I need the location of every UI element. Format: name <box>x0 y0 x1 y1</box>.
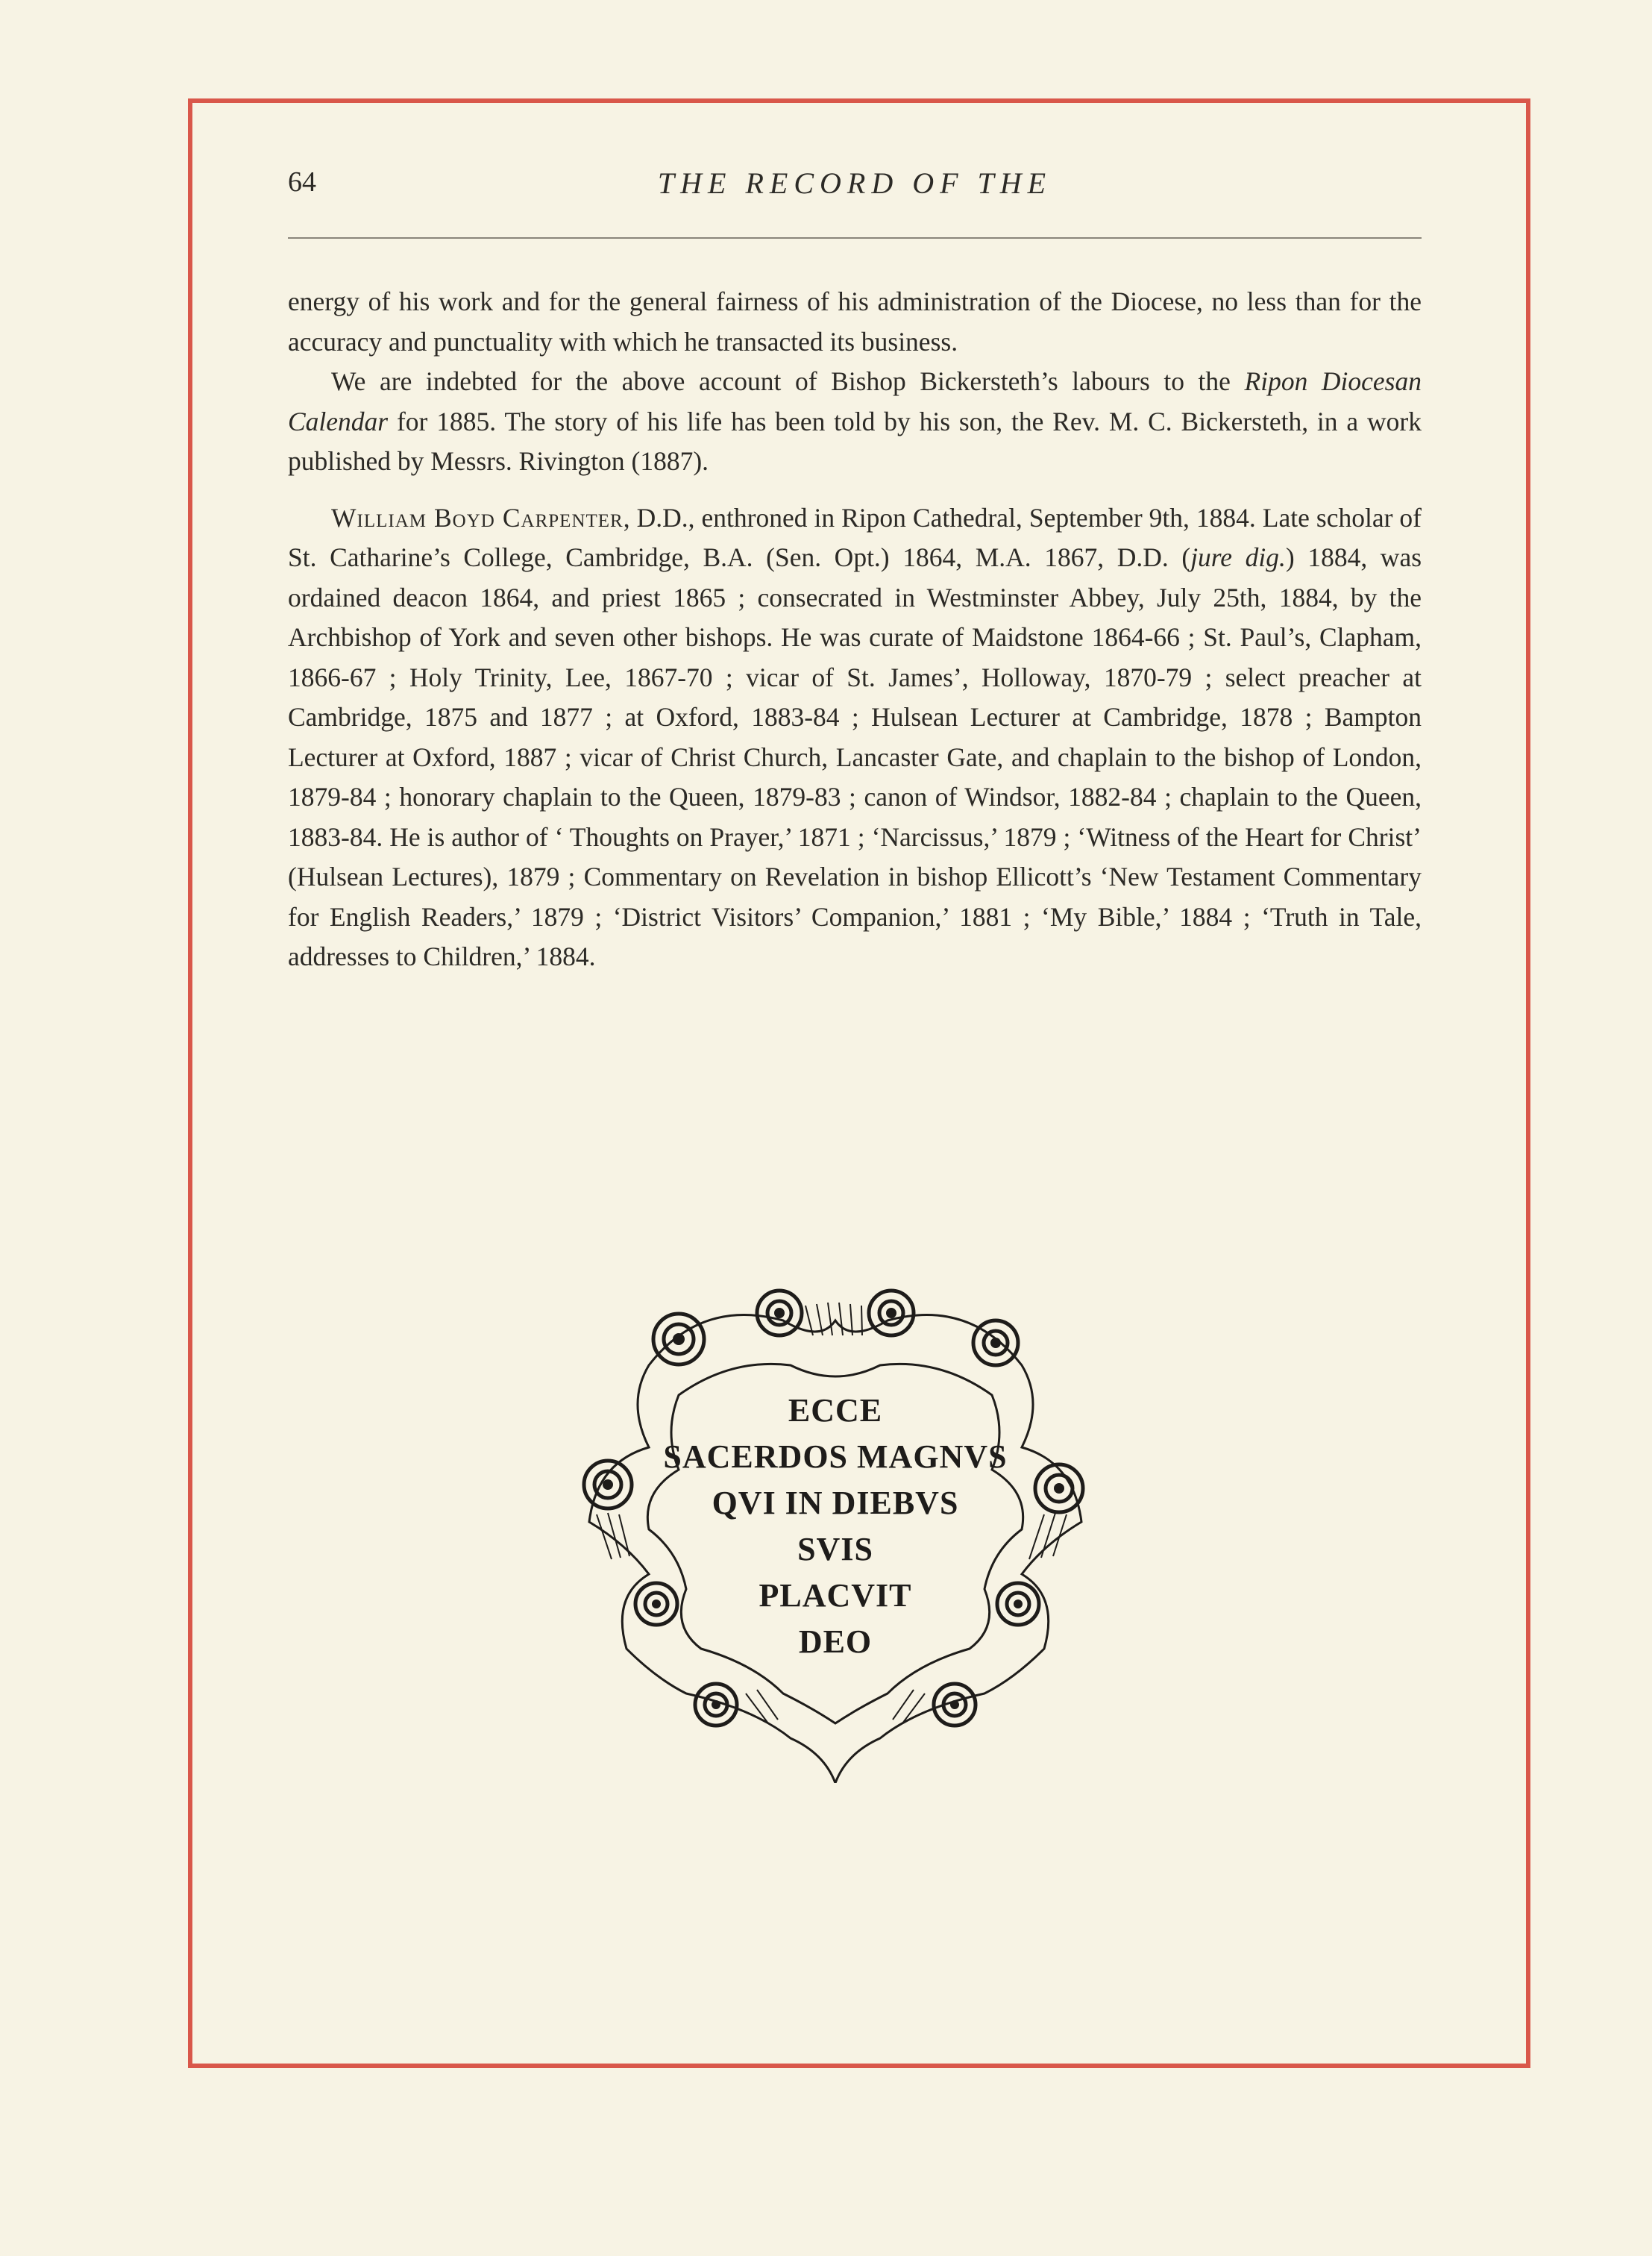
paragraph-3-text-b: ) 1884, was ordained deacon 1864, and priest 1865 ; consecrated in Westminster Abbey, July 25th, 1884, by the Archbishop of York and seven other bishops. He was curate of Maidstone 1864-66 ; St. Paul’s, Clapham, 1866-67 ; Holy Trinity, Lee, 1867-70 ; vicar of St. James’, Holloway, 1870-79 ; select preacher at Cambridge, 1875 and 1877 ; at Oxford, 1883-84 ; Hulsean Lecturer at Cambridge, 1878 ; Bampton Lecturer at Oxford, 1887 ; vicar of Christ Church, Lancaster Gate, and chaplain to the bishop of London, 1879-84 ; honorary chaplain to the Queen, 1879-83 ; canon of Windsor, 1882-84 ; chaplain to the Queen, 1883-84. He is author of ‘ Thoughts on Prayer,’ 1871 ; ‘Narcissus,’ 1879 ; ‘Witness of the Heart for Christ’ (Hulsean Lectures), 1879 ; Commentary on Revelation in bishop Ellicott’s ‘New Testament Commentary for English Readers,’ 1879 ; ‘District Visitors’ Companion,’ 1881 ; ‘My Bible,’ 1884 ; ‘Truth in Tale, addresses to Children,’ 1884. <box>288 542 1422 971</box>
paragraph-acknowledgement <box>288 362 1422 482</box>
degree-note: jure dig. <box>1190 542 1286 572</box>
paragraph-continuation: energy of his work and for the general fairness of his administration of the Diocese, no less than for the accuracy and punctuality with which he transacted its business. <box>288 286 1422 357</box>
motto-line: PLACVIT <box>759 1577 912 1614</box>
paragraph-3-text-a: , D.D., enthroned in Ripon Cathedral, September 9th, 1884. Late scholar of St. Catharine’s College, Cambridge, B.A. (Sen. Opt.) 1864, M.A. 1867, D.D. ( <box>288 502 1422 572</box>
motto-line: SACERDOS MAGNVS <box>663 1438 1008 1475</box>
running-title: THE RECORD OF THE <box>657 166 1052 200</box>
calendar-title: Ripon Diocesan Calendar <box>288 366 1422 436</box>
scroll-cartouche <box>567 1276 1104 1783</box>
paragraph-biography <box>288 498 1422 977</box>
motto-line: ECCE <box>788 1392 883 1429</box>
paragraph-2-text-b: for 1885. The story of his life has been told by his son, the Rev. M. C. Bickersteth, in a work published by Messrs. Rivington (1887). <box>288 406 1422 476</box>
header-rule <box>288 237 1422 239</box>
page-number: 64 <box>288 166 316 198</box>
bishop-name: William Boyd Carpenter <box>331 502 624 533</box>
motto-line: DEO <box>798 1623 873 1660</box>
paragraph-2-text-a: We are indebted for the above account of Bishop Bickersteth’s labours to the <box>331 366 1245 396</box>
seal-motto <box>567 1388 1104 1665</box>
running-head <box>288 166 1422 210</box>
motto-line: SVIS <box>797 1531 873 1567</box>
body-text <box>288 282 1422 977</box>
motto-line: QVI IN DIEBVS <box>712 1485 959 1521</box>
